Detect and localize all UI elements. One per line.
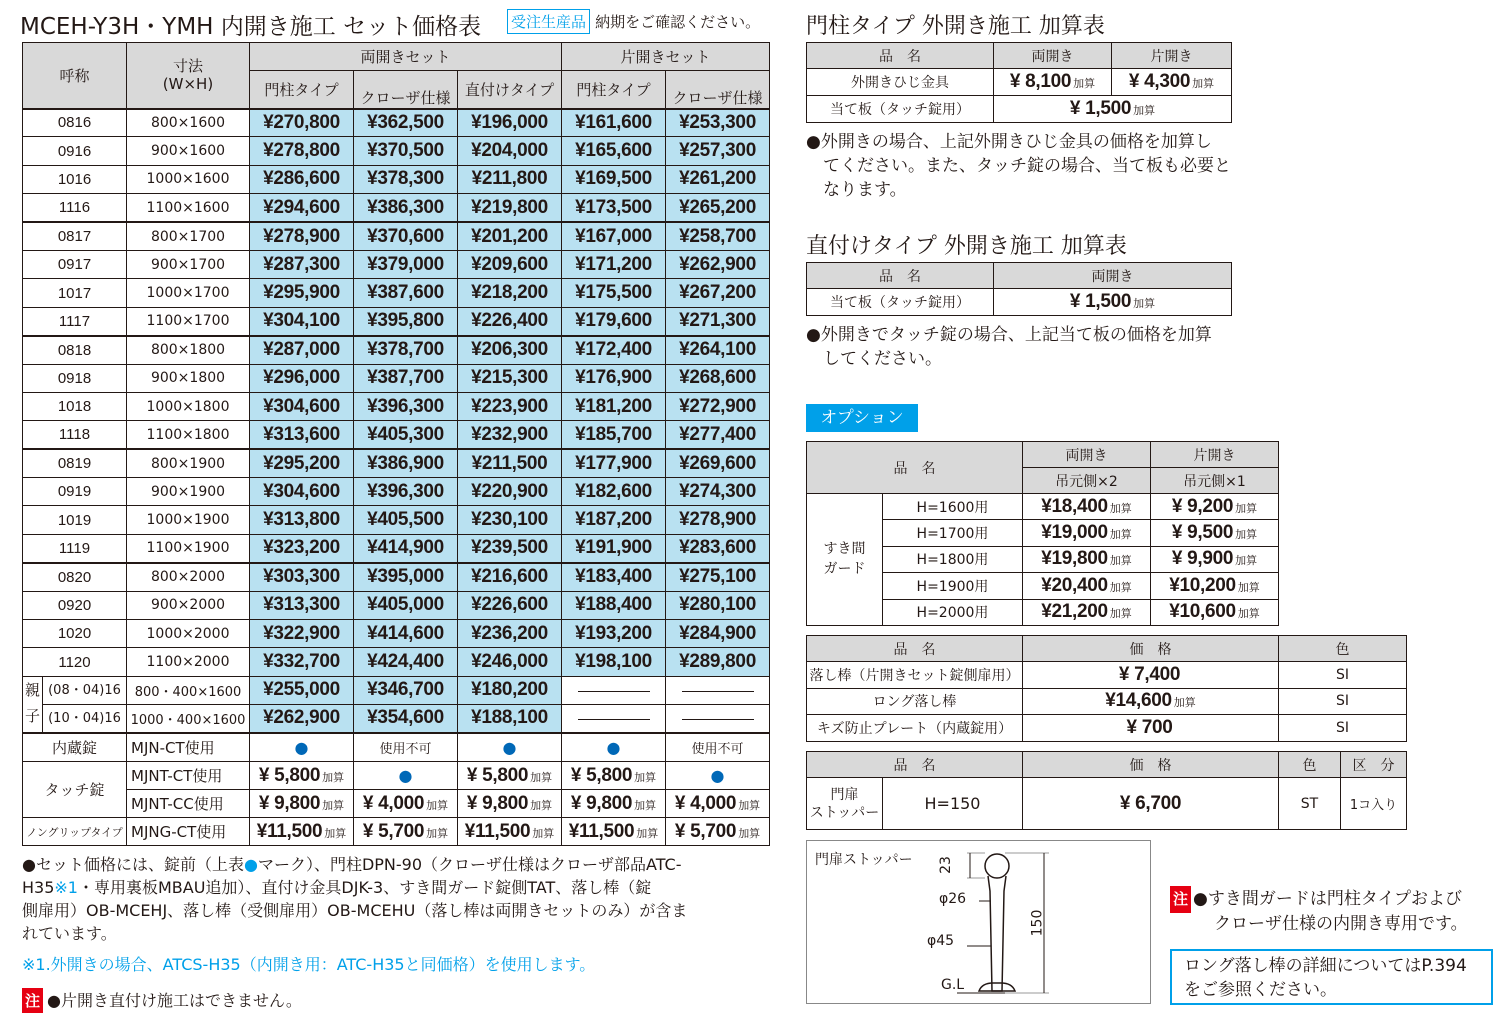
empty-cell: [562, 705, 666, 733]
touch-price: ¥ 5,800 加算: [562, 762, 666, 790]
guard-price: ¥19,000 加算: [1023, 520, 1151, 546]
oyako-label-cell: [23, 676, 127, 733]
hinge-name: 外開きひじ金具: [807, 69, 994, 96]
rod-color: SI: [1279, 715, 1407, 742]
table-row: [23, 421, 770, 449]
guard-price: ¥19,800 加算: [1023, 546, 1151, 572]
price-cell: ¥294,600: [250, 194, 354, 222]
price-cell: ¥177,900: [562, 449, 666, 477]
diagram-title: 門扉ストッパー: [815, 852, 913, 868]
price-cell: ¥246,000: [458, 648, 562, 676]
oyako-label-2: 子: [24, 706, 40, 725]
table-row: [807, 662, 1407, 689]
table-row: [23, 392, 770, 420]
price-cell: ¥198,100: [562, 648, 666, 676]
price-cell: ¥405,000: [354, 591, 458, 619]
table-row: [23, 279, 770, 307]
lead-time-note: 納期をご確認ください。: [595, 13, 761, 31]
table-row: [23, 449, 770, 477]
size-cell: 1100×1900: [127, 534, 250, 562]
header-closer-single: クローザ仕様: [666, 71, 770, 109]
size-cell: 800×1900: [127, 449, 250, 477]
model-code: 1119: [23, 534, 127, 562]
stopper-unit: 1コ入り: [1341, 778, 1407, 830]
post-outward-note: ●外開きの場合、上記外開きひじ金具の価格を加算し てください。また、タッチ錠の場合、当て板も必要と なります。: [806, 132, 1231, 200]
price-cell: ¥396,300: [354, 392, 458, 420]
guard-price: ¥ 9,900 加算: [1151, 546, 1279, 572]
footnote-1: ※1.外開きの場合、ATCS-H35（内開き用：ATC-H35と同価格）を使用します。: [22, 955, 596, 974]
nongrip-price: ¥ 5,700 加算: [666, 818, 770, 846]
price-cell: ¥172,400: [562, 336, 666, 364]
title-text: MCEH-Y3H・YMH 内開き施工 セット価格表: [20, 14, 482, 40]
price-cell: ¥323,200: [250, 534, 354, 562]
lock-nongrip-model: MJNG-CT使用: [127, 818, 250, 846]
guard-price: ¥20,400 加算: [1023, 573, 1151, 599]
table-row: [807, 688, 1407, 715]
nongrip-price: ¥ 5,700 加算: [354, 818, 458, 846]
price-cell: ¥405,500: [354, 506, 458, 534]
price-cell: ¥215,300: [458, 364, 562, 392]
price-cell: ¥283,600: [666, 534, 770, 562]
long-rod-reference-box: ロング落し棒の詳細についてはP.394 をご参照ください。: [1170, 949, 1493, 1005]
direct-outward-note: ●外開きでタッチ錠の場合、上記当て板の価格を加算 してください。: [806, 325, 1212, 369]
price-cell: ¥187,200: [562, 506, 666, 534]
price-cell: ¥387,700: [354, 364, 458, 392]
price-cell: ¥201,200: [458, 222, 562, 250]
price-cell: ¥173,500: [562, 194, 666, 222]
model-code: 1116: [23, 194, 127, 222]
nongrip-price: ¥11,500 加算: [250, 818, 354, 846]
table-row: [807, 494, 1279, 520]
header-size: 寸法 (W×H): [127, 43, 250, 109]
guard-price: ¥18,400 加算: [1023, 494, 1151, 520]
price-cell: ¥226,600: [458, 591, 562, 619]
size-cell: 800×1600: [127, 109, 250, 137]
price-cell: ¥296,000: [250, 364, 354, 392]
price-cell: ¥211,500: [458, 449, 562, 477]
lock-touch-model-2: MJNT-CC使用: [127, 790, 250, 818]
price-cell: ¥295,900: [250, 279, 354, 307]
price-cell: ¥167,000: [562, 222, 666, 250]
price-cell: ¥196,000: [458, 109, 562, 137]
price-cell: ¥204,000: [458, 137, 562, 165]
table-row: [23, 165, 770, 193]
size-cell: 900×1600: [127, 137, 250, 165]
stopper-color: ST: [1279, 778, 1341, 830]
lock-naizo-model: MJN-CT使用: [127, 733, 250, 762]
table-row: [23, 563, 770, 591]
price-cell: ¥378,300: [354, 165, 458, 193]
oyako-price: ¥180,200: [458, 676, 562, 704]
oyako-label-1: 親: [24, 680, 40, 699]
price-cell: ¥239,500: [458, 534, 562, 562]
size-cell: 1100×1700: [127, 307, 250, 335]
price-cell: ¥278,800: [250, 137, 354, 165]
size-cell: 900×1800: [127, 364, 250, 392]
size-cell: 1000×1800: [127, 392, 250, 420]
touch-price: ¥ 4,000 加算: [666, 790, 770, 818]
oyako-price: ¥255,000: [250, 676, 354, 704]
touch-price: ¥ 9,800 加算: [250, 790, 354, 818]
included-dot: ●: [354, 762, 458, 790]
price-cell: ¥386,900: [354, 449, 458, 477]
guard-price: ¥10,200 加算: [1151, 573, 1279, 599]
price-cell: ¥211,800: [458, 165, 562, 193]
price-cell: ¥226,400: [458, 307, 562, 335]
price-cell: ¥396,300: [354, 478, 458, 506]
touch-price: ¥ 5,800 加算: [458, 762, 562, 790]
caution-mark: 注: [1170, 886, 1191, 913]
page-title: [20, 8, 481, 41]
title-badge-area: [507, 9, 760, 34]
lock-touch-label: タッチ錠: [23, 762, 127, 818]
price-cell: ¥313,300: [250, 591, 354, 619]
price-cell: ¥287,300: [250, 250, 354, 278]
price-cell: ¥161,600: [562, 109, 666, 137]
stopper-diagram: [806, 840, 1151, 1004]
set-price-notes: ●セット価格には、錠前（上表●マーク）、門柱DPN-90（クローザ仕様はクローザ部品ATC- H35※1・専用裏板MBAU追加）、直付け金具DJK-3、すき間ガード錠側TAT、落し棒（錠 側扉用）OB-MCEHJ、落し棒（受側扉用）OB-MCEHU（落し棒は両開きセットのみ）が含ま れています。: [22, 855, 688, 943]
price-cell: ¥181,200: [562, 392, 666, 420]
price-cell: ¥264,100: [666, 336, 770, 364]
caution-mark: 注: [22, 988, 43, 1013]
lock-nongrip-label: ノングリップタイプ: [23, 818, 127, 846]
size-cell: 1000×1900: [127, 506, 250, 534]
guard-height: H=1800用: [883, 546, 1023, 572]
table-row: [23, 364, 770, 392]
size-cell: 1100×1600: [127, 194, 250, 222]
price-cell: ¥414,600: [354, 620, 458, 648]
touch-price: ¥ 5,800 加算: [250, 762, 354, 790]
price-cell: ¥268,600: [666, 364, 770, 392]
price-cell: ¥265,200: [666, 194, 770, 222]
guard-height: H=2000用: [883, 599, 1023, 625]
price-cell: ¥280,100: [666, 591, 770, 619]
nongrip-price: ¥11,500 加算: [562, 818, 666, 846]
post-outward-title: 門柱タイプ 外開き施工 加算表: [806, 14, 1105, 39]
price-cell: ¥257,300: [666, 137, 770, 165]
model-code: 0819: [23, 449, 127, 477]
oyako-size-2: 1000・400×1600: [127, 705, 250, 733]
gap-guard-note: 注 ●すき間ガードは門柱タイプおよび クローザ仕様の内開き専用です。: [1170, 886, 1468, 936]
price-cell: ¥387,600: [354, 279, 458, 307]
model-code: 1118: [23, 421, 127, 449]
price-cell: ¥209,600: [458, 250, 562, 278]
guard-price: ¥ 9,500 加算: [1151, 520, 1279, 546]
price-cell: ¥165,600: [562, 137, 666, 165]
oyako-price: ¥354,600: [354, 705, 458, 733]
rod-name: 落し棒（片開きセット錠側扉用）: [807, 662, 1023, 689]
oyako-name-1: (08・04)16: [43, 677, 126, 705]
model-code: 0817: [23, 222, 127, 250]
made-to-order-badge: 受注生産品: [507, 9, 590, 34]
size-cell: 1100×1800: [127, 421, 250, 449]
table-row: [23, 307, 770, 335]
model-code: 1018: [23, 392, 127, 420]
price-cell: ¥206,300: [458, 336, 562, 364]
dim-phi45: φ45: [927, 933, 955, 949]
price-cell: ¥269,600: [666, 449, 770, 477]
lock-touch-model-1: MJNT-CT使用: [127, 762, 250, 790]
rod-name: ロング落し棒: [807, 688, 1023, 715]
price-cell: ¥370,600: [354, 222, 458, 250]
included-dot: ●: [458, 733, 562, 762]
direct-outward-table: 品 名 両開き 当て板（タッチ錠用） ¥ 1,500 加算: [806, 262, 1232, 316]
price-cell: ¥179,600: [562, 307, 666, 335]
lock-naizo-label: 内蔵錠: [23, 733, 127, 762]
caution-note: 注 ●片開き直付け施工はできません。: [22, 988, 302, 1013]
table-row: [23, 250, 770, 278]
price-cell: ¥236,200: [458, 620, 562, 648]
model-code: 0918: [23, 364, 127, 392]
gap-guard-label: すき間 ガード: [807, 494, 883, 626]
included-dot: ●: [250, 733, 354, 762]
price-cell: ¥287,000: [250, 336, 354, 364]
oyako-name-2: (10・04)16: [48, 710, 121, 726]
table-row: [23, 648, 770, 676]
model-code: 1019: [23, 506, 127, 534]
price-cell: ¥395,800: [354, 307, 458, 335]
plate-name: 当て板（タッチ錠用）: [807, 96, 994, 123]
touch-price: ¥ 4,000 加算: [354, 790, 458, 818]
rod-price: ¥ 700: [1023, 715, 1279, 742]
price-cell: ¥188,400: [562, 591, 666, 619]
included-dot: ●: [666, 762, 770, 790]
model-code: 1016: [23, 165, 127, 193]
drop-rod-table: 品 名 価 格 色 落し棒（片開きセット錠側扉用） ¥ 7,400 SI ロング落し棒 ¥14,600 加算 SI キズ防止プレート（内蔵錠用） ¥ 700 SI: [806, 635, 1407, 742]
size-cell: 800×1700: [127, 222, 250, 250]
table-row: [23, 194, 770, 222]
price-cell: ¥185,700: [562, 421, 666, 449]
model-code: 0920: [23, 591, 127, 619]
price-cell: ¥261,200: [666, 165, 770, 193]
price-cell: ¥230,100: [458, 506, 562, 534]
stopper-size: H=150: [883, 778, 1023, 830]
price-cell: ¥313,600: [250, 421, 354, 449]
table-row: [23, 478, 770, 506]
price-cell: ¥274,300: [666, 478, 770, 506]
model-code: 1117: [23, 307, 127, 335]
model-code: 1020: [23, 620, 127, 648]
price-cell: ¥182,600: [562, 478, 666, 506]
price-cell: ¥284,900: [666, 620, 770, 648]
option-label: オプション: [806, 404, 918, 432]
empty-cell: [562, 676, 666, 704]
oyako-price: ¥346,700: [354, 676, 458, 704]
size-cell: 900×1700: [127, 250, 250, 278]
price-cell: ¥267,200: [666, 279, 770, 307]
header-closer: クローザ仕様: [354, 71, 458, 109]
nongrip-price: ¥11,500 加算: [458, 818, 562, 846]
price-cell: ¥220,900: [458, 478, 562, 506]
dim-23: 23: [937, 856, 954, 874]
gap-guard-table: 品 名 両開き 片開き 吊元側×2 吊元側×1 すき間 ガード H=1600用 ¥18,400 加算 ¥ 9,200 加算 H=1700用 ¥19,000 加算 ¥ 9,500 加算 H=1800用 ¥19,800 加算 ¥ 9,900 加算 H=1900用 ¥20,400 加算 ¥10,200 加算 H=2000用 ¥21,200 加算 ¥10,600 加算: [806, 441, 1279, 626]
price-cell: ¥304,600: [250, 392, 354, 420]
price-cell: ¥169,500: [562, 165, 666, 193]
size-cell: 1000×1700: [127, 279, 250, 307]
price-cell: ¥286,600: [250, 165, 354, 193]
table-row: [23, 506, 770, 534]
guard-price: ¥21,200 加算: [1023, 599, 1151, 625]
stopper-drawing: [807, 841, 1152, 1005]
price-cell: ¥253,300: [666, 109, 770, 137]
guard-price: ¥10,600 加算: [1151, 599, 1279, 625]
rod-name: キズ防止プレート（内蔵錠用）: [807, 715, 1023, 742]
price-cell: ¥395,000: [354, 563, 458, 591]
price-cell: ¥304,100: [250, 307, 354, 335]
guard-height: H=1700用: [883, 520, 1023, 546]
price-cell: ¥271,300: [666, 307, 770, 335]
price-cell: ¥278,900: [250, 222, 354, 250]
post-outward-table: 品 名 両開き 片開き 外開きひじ金具 ¥ 8,100 加算 ¥ 4,300 加算 当て板（タッチ錠用） ¥ 1,500 加算: [806, 42, 1232, 123]
price-cell: ¥386,300: [354, 194, 458, 222]
guard-height: H=1900用: [883, 573, 1023, 599]
price-cell: ¥277,400: [666, 421, 770, 449]
price-cell: ¥183,400: [562, 563, 666, 591]
model-code: 1120: [23, 648, 127, 676]
included-dot: ●: [562, 733, 666, 762]
table-row: [23, 336, 770, 364]
model-code: 0820: [23, 563, 127, 591]
model-code: 1017: [23, 279, 127, 307]
size-cell: 1000×2000: [127, 620, 250, 648]
price-cell: ¥275,100: [666, 563, 770, 591]
price-cell: ¥175,500: [562, 279, 666, 307]
price-cell: ¥332,700: [250, 648, 354, 676]
table-row: [23, 534, 770, 562]
price-cell: ¥304,600: [250, 478, 354, 506]
table-row: [23, 137, 770, 165]
price-cell: ¥176,900: [562, 364, 666, 392]
header-single-set: 片開きセット: [562, 43, 770, 71]
price-cell: ¥191,900: [562, 534, 666, 562]
table-row: [23, 591, 770, 619]
rod-color: SI: [1279, 688, 1407, 715]
guard-price: ¥ 9,200 加算: [1151, 494, 1279, 520]
header-post-type-single: 門柱タイプ: [562, 71, 666, 109]
table-row: [807, 715, 1407, 742]
model-code: 0818: [23, 336, 127, 364]
size-cell: 800×2000: [127, 563, 250, 591]
oyako-size-1: 800・400×1600: [127, 676, 250, 704]
main-price-table: [22, 42, 770, 846]
touch-price: ¥ 9,800 加算: [562, 790, 666, 818]
touch-price: ¥ 9,800 加算: [458, 790, 562, 818]
header-direct: 直付けタイプ: [458, 71, 562, 109]
price-cell: ¥322,900: [250, 620, 354, 648]
oyako-price: ¥188,100: [458, 705, 562, 733]
size-cell: 900×1900: [127, 478, 250, 506]
price-cell: ¥414,900: [354, 534, 458, 562]
header-name: 呼称: [23, 43, 127, 109]
direct-outward-title: 直付けタイプ 外開き施工 加算表: [806, 234, 1127, 259]
empty-cell: [666, 676, 770, 704]
price-cell: ¥270,800: [250, 109, 354, 137]
table-row: [23, 222, 770, 250]
price-cell: ¥193,200: [562, 620, 666, 648]
header-double-set: 両開きセット: [250, 43, 562, 71]
price-cell: ¥370,500: [354, 137, 458, 165]
model-code: 0816: [23, 109, 127, 137]
not-usable: 使用不可: [354, 733, 458, 762]
price-cell: ¥278,900: [666, 506, 770, 534]
stopper-price: ¥ 6,700: [1119, 792, 1182, 814]
model-code: 0917: [23, 250, 127, 278]
price-cell: ¥232,900: [458, 421, 562, 449]
table-row: [23, 620, 770, 648]
price-cell: ¥405,300: [354, 421, 458, 449]
price-cell: ¥424,400: [354, 648, 458, 676]
empty-cell: [666, 705, 770, 733]
price-cell: ¥258,700: [666, 222, 770, 250]
dim-phi26: φ26: [939, 891, 967, 907]
price-cell: ¥272,900: [666, 392, 770, 420]
size-cell: 800×1800: [127, 336, 250, 364]
price-cell: ¥295,200: [250, 449, 354, 477]
gl-label: G.L: [941, 977, 965, 993]
rod-price: ¥ 7,400: [1023, 662, 1279, 689]
size-cell: 1100×2000: [127, 648, 250, 676]
size-cell: 1000×1600: [127, 165, 250, 193]
price-cell: ¥303,300: [250, 563, 354, 591]
price-cell: ¥262,900: [666, 250, 770, 278]
model-code: 0916: [23, 137, 127, 165]
stopper-name: 門扉 ストッパー: [807, 778, 883, 830]
price-cell: ¥216,600: [458, 563, 562, 591]
size-cell: 900×2000: [127, 591, 250, 619]
oyako-price: ¥262,900: [250, 705, 354, 733]
stopper-table: 品 名 価 格 色 区 分 門扉 ストッパー H=150 ¥ 6,700 ST 1コ入り: [806, 751, 1407, 830]
price-cell: ¥223,900: [458, 392, 562, 420]
rod-color: SI: [1279, 662, 1407, 689]
price-cell: ¥313,800: [250, 506, 354, 534]
price-cell: ¥289,800: [666, 648, 770, 676]
dim-150: 150: [1029, 909, 1046, 937]
price-cell: ¥379,000: [354, 250, 458, 278]
price-cell: ¥218,200: [458, 279, 562, 307]
header-post-type: 門柱タイプ: [250, 71, 354, 109]
price-cell: ¥219,800: [458, 194, 562, 222]
not-usable: 使用不可: [666, 733, 770, 762]
model-code: 0919: [23, 478, 127, 506]
price-cell: ¥378,700: [354, 336, 458, 364]
price-cell: ¥171,200: [562, 250, 666, 278]
rod-price: ¥14,600 加算: [1023, 688, 1279, 715]
price-cell: ¥362,500: [354, 109, 458, 137]
table-row: [23, 109, 770, 137]
guard-height: H=1600用: [883, 494, 1023, 520]
